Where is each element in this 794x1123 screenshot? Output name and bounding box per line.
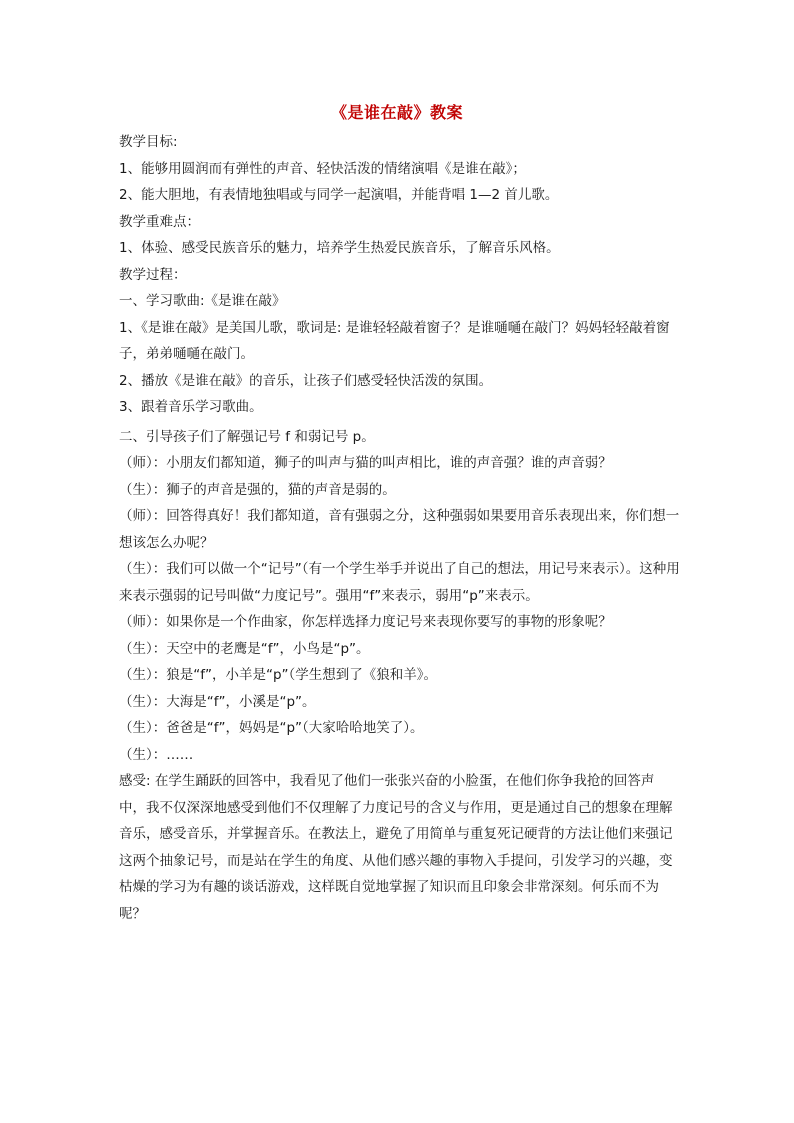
process-step-3: 3、跟着音乐学习歌曲。	[119, 399, 263, 415]
dialogue-line: （师）：如果你是一个作曲家，你怎样选择力度记号来表现你要写的事物的形象呢？	[119, 614, 612, 630]
document-title: 《是谁在敲》教案	[330, 103, 463, 122]
dialogue-line: （师）：回答得真好！我们都知道，音有强弱之分，这种强弱如果要用音乐表现出来，你们想一想该怎么办呢？	[119, 508, 680, 551]
dialogue-line: （生）：大海是“f”，小溪是“p”。	[119, 693, 316, 710]
dialogue-line: （生）：爸爸是“f”，妈妈是“p”（大家哈哈地笑了）。	[119, 720, 424, 736]
section-heading-objectives: 教学目标:	[119, 134, 178, 150]
reflection-paragraph: 感受: 在学生踊跃的回答中，我看见了他们一张张兴奋的小脸蛋，在他们你争我抢的回答声中，我不仅深深地感受到他们不仅理解了力度记号的含义与作用，更是通过自己的想象在理解音乐，感受音乐，并掌握音乐。在教法上，避免了用简单与重复死记硬背的方法让他们来强记这两个抽象记号，而是站在学生的角度、从他们感兴趣的事物入手提问，引发学习的兴趣，变枯燥的学习为有趣的谈话游戏，这样既自觉地掌握了知识而且印象会非常深刻。何乐而不为呢？	[119, 773, 673, 922]
dialogue-line: （师）：小朋友们都知道，狮子的叫声与猫的叫声相比，谁的声音强？谁的声音弱？	[119, 455, 612, 471]
dialogue-line: （生）：……	[119, 746, 194, 763]
document-body	[119, 129, 681, 927]
process-step-1: 1、《是谁在敲》是美国儿歌，歌词是: 是谁轻轻敲着窗子？是谁嗵嗵在敲门？妈妈轻轻敲着窗子，弟弟嗵嗵在敲门。	[119, 319, 670, 362]
objective-2: 2、能大胆地，有表情地独唱或与同学一起演唱，并能背唱 1—2 首儿歌。	[119, 187, 559, 203]
dialogue-line: （生）：天空中的老鹰是“f”，小鸟是“p”。	[119, 640, 370, 657]
dialogue-line: （生）：狼是“f”，小羊是“p”（学生想到了《狼和羊》。	[119, 667, 438, 683]
section-heading-key-points: 教学重难点：	[119, 213, 200, 230]
process-part-2-heading: 二、引导孩子们了解强记号 f 和弱记号 p。	[119, 428, 375, 445]
dialogue-line: （生）：我们可以做一个“记号”（有一个学生举手并说出了自己的想法，用记号来表示）。这种用来表示强弱的记号叫做“力度记号”。强用“f”来表示，弱用“p”来表示。	[119, 561, 680, 604]
key-point-1: 1、体验、感受民族音乐的魅力，培养学生热爱民族音乐，了解音乐风格。	[119, 240, 560, 256]
process-step-2: 2、播放《是谁在敲》的音乐，让孩子们感受轻快活泼的氛围。	[119, 372, 493, 389]
section-heading-process: 教学过程：	[119, 266, 187, 283]
process-part-1-heading: 一、学习歌曲:《是谁在敲》	[119, 293, 286, 309]
dialogue-line: （生）：狮子的声音是强的，猫的声音是弱的。	[119, 481, 396, 498]
objective-1: 1、能够用圆润而有弹性的声音、轻快活泼的情绪演唱《是谁在敲》；	[119, 160, 526, 177]
